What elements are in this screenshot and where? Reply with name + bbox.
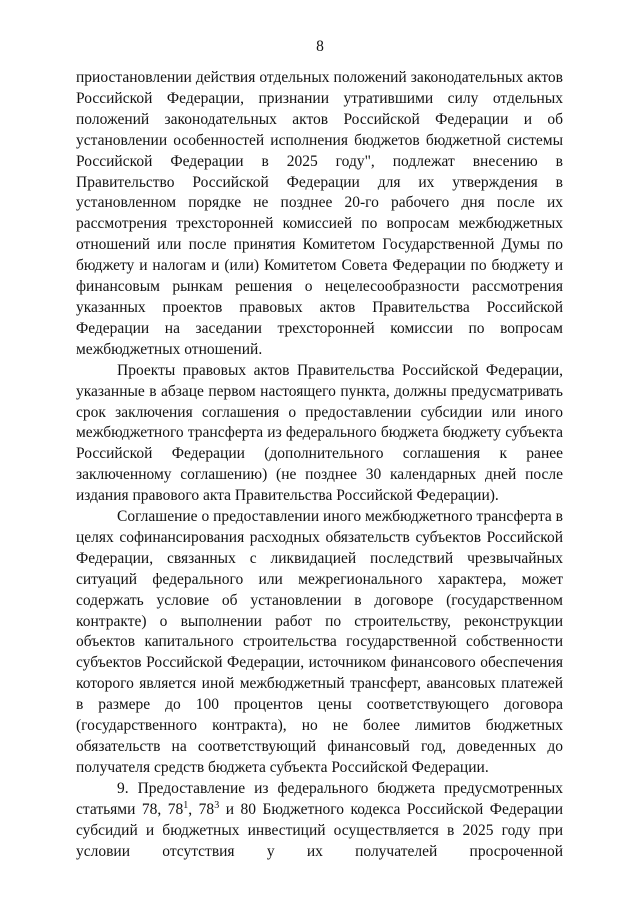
- item-9-text-part3: и 80 Бюджетного кодекса Российской Федерации субсидий и бюджетных инвестиций осуществляется в 2025 году при условии отсутствия у их получателей просроченной: [76, 800, 564, 860]
- paragraph-draft-acts: Проекты правовых актов Правительства Российской Федерации, указанные в абзаце первом настоящего пункта, должны предусматривать срок заключения соглашения о предоставлении субсидии или иного межбюджетного трансферта из федерального бюджета бюджету субъекта Российской Федерации (дополнительного соглашения к ранее заключенному соглашению) (не позднее 30 календарных дней после издания правового акта Правительства Российской Федерации).: [76, 361, 563, 505]
- document-body: [76, 68, 563, 862]
- paragraph-agreement: Соглашение о предоставлении иного межбюджетного трансферта в целях софинансирования расходных обязательств субъектов Российской Федерации, связанных с ликвидацией последствий чрезвычайных ситуаций федерального или межрегионального характера, может содержать условие об установлении в договоре (государственном контракте) о выполнении работ по строительству, реконструкции объектов капитального строительства государственной собственности субъектов Российской Федерации, источником финансового обеспечения которого является иной межбюджетный трансферт, авансовых платежей в размере до 100 процентов цены соответствующего договора (государственного контракта), но не более лимитов бюджетных обязательств на соответствующий финансовый год, доведенных до получателя средств бюджета субъекта Российской Федерации.: [76, 508, 563, 776]
- paragraph-continuation: приостановлении действия отдельных положений законодательных актов Российской Федерации, признании утратившими силу отдельных положений законодательных актов Российской Федерации и об установлении особенностей исполнения бюджетов бюджетной системы Российской Федерации в 2025 году", подлежат внесению в Правительство Российской Федерации для их утверждения в установленном порядке не позднее 20-го рабочего дня после их рассмотрения трехсторонней комиссией по вопросам межбюджетных отношений или после принятия Комитетом Государственной Думы по бюджету и налогам и (или) Комитетом Совета Федерации по бюджету и финансовым рынкам решения о нецелесообразности рассмотрения указанных проектов правовых актов Правительства Российской Федерации на заседании трехсторонней комиссии по вопросам межбюджетных отношений.: [76, 69, 563, 358]
- item-9-superscript-3: 3: [214, 799, 220, 811]
- item-9-superscript-1: 1: [183, 799, 189, 811]
- item-9-text-part1: 9. Предоставление из федерального бюджета предусмотренных статьями 78, 78: [76, 779, 563, 818]
- page-number: 8: [316, 38, 324, 55]
- paragraph-item-9: [76, 779, 563, 863]
- item-9-text-part2: , 78: [188, 800, 215, 818]
